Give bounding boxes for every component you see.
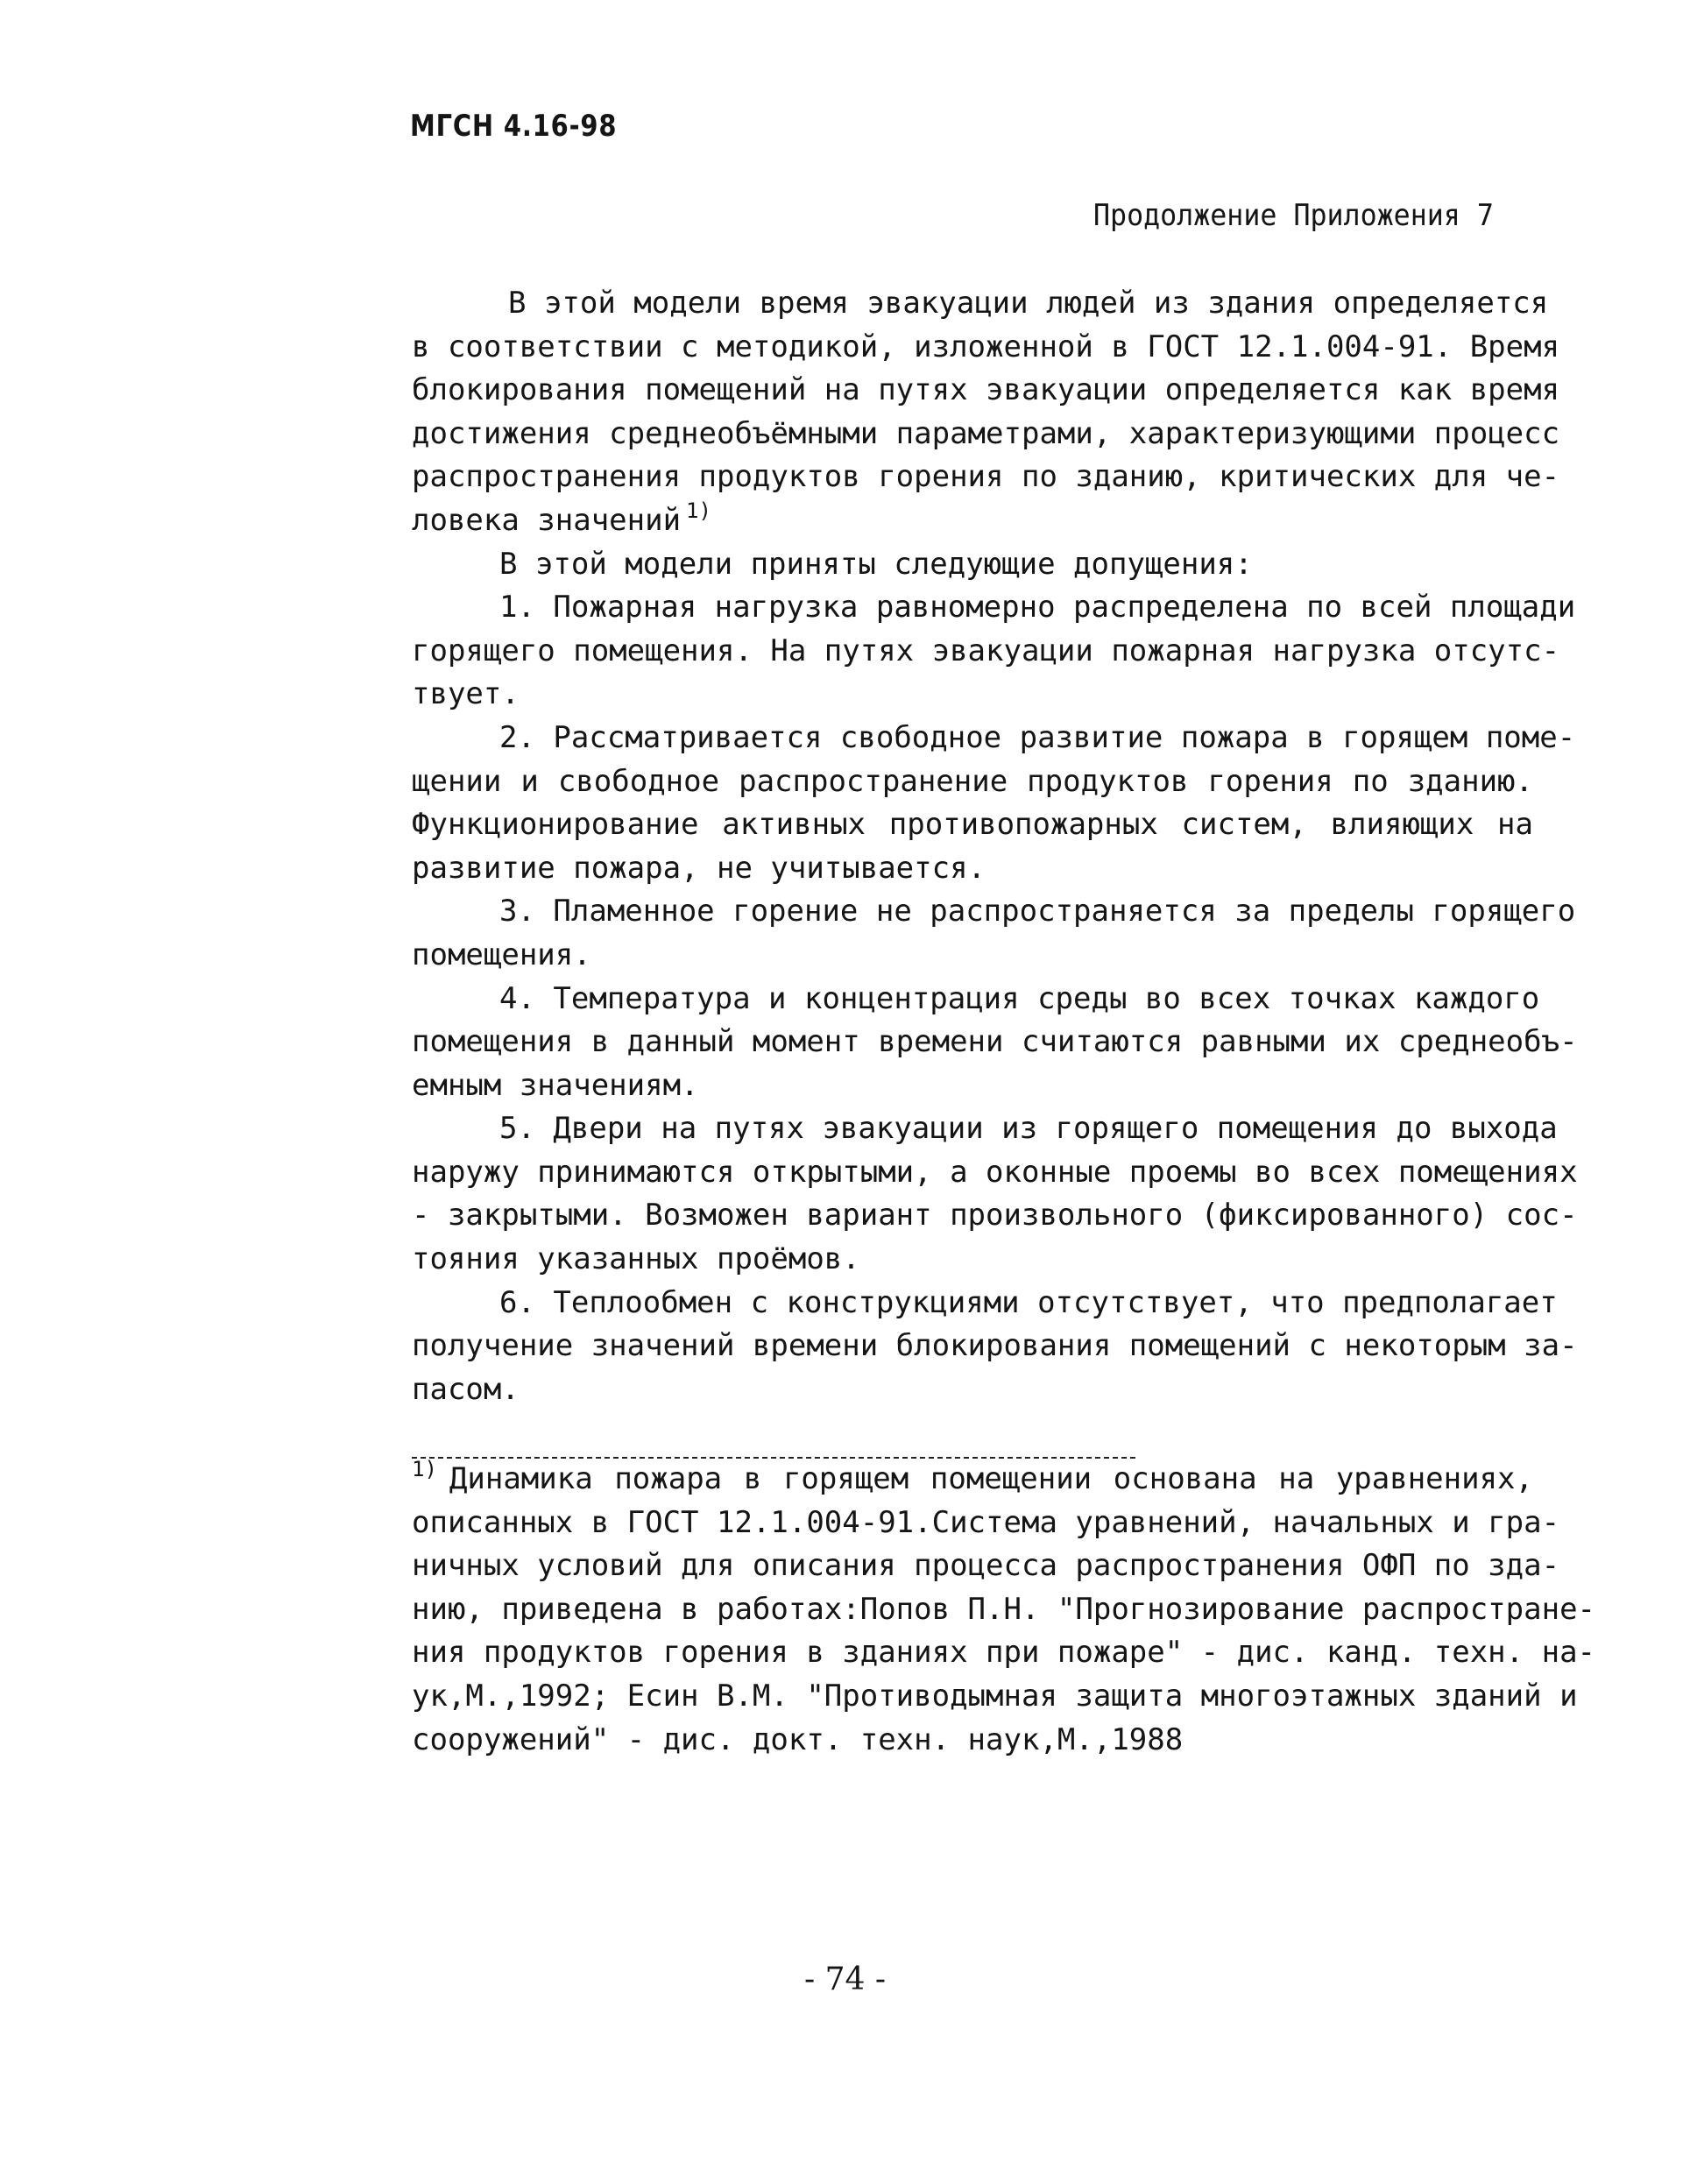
text-line: емным значениям.: [412, 1067, 699, 1103]
text-line: пасом.: [412, 1371, 520, 1407]
text-line: ния продуктов горения в зданиях при пожаре" - дис. канд. техн. на-: [412, 1635, 1596, 1671]
list-item: [412, 586, 1576, 717]
text-line: 3. Пламенное горение не распространяется за пределы горящего: [499, 894, 1576, 929]
text-line: 1. Пожарная нагрузка равномерно распределена по всей площади: [499, 590, 1576, 626]
document-code: МГСН 4.16-98: [410, 109, 618, 144]
text-line: Динамика пожара в горящем помещении основана на уравнениях,: [449, 1461, 1533, 1496]
text-line: ловека значений: [412, 502, 682, 538]
text-line: ук,М.,1992; Есин В.М. "Противодымная защита многоэтажных зданий и: [412, 1678, 1578, 1714]
list-item: [412, 717, 1576, 890]
text-line: щении и свободное распространение продуктов горения по зданию.: [412, 763, 1533, 799]
text-line: развитие пожара, не учитывается.: [412, 850, 986, 886]
list-item: [412, 890, 1576, 977]
text-line: 4. Температура и концентрация среды во всех точках каждого: [499, 980, 1540, 1016]
text-line: описанных в ГОСТ 12.1.004-91.Система уравнений, начальных и гра-: [412, 1504, 1560, 1540]
footnote-reference: 1): [686, 498, 711, 523]
text-line: - закрытыми. Возможен вариант произвольного (фиксированного) сос-: [412, 1198, 1578, 1233]
text-line: наружу принимаются открытыми, а оконные проемы во всех помещениях: [412, 1154, 1578, 1190]
paragraph-assumptions-intro: В этой модели приняты следующие допущения:: [499, 546, 1253, 582]
footnote: [412, 1457, 1596, 1762]
text-line: получение значений времени блокирования помещений с некоторым за-: [412, 1328, 1578, 1364]
page-number: - 74 -: [803, 1961, 887, 1997]
text-line: 2. Рассматривается свободное развитие пожара в горящем поме-: [499, 719, 1576, 755]
footnote-first-line: [412, 1458, 1533, 1502]
text-line: помещения.: [412, 937, 591, 972]
footnote-marker: 1): [412, 1457, 437, 1481]
list-item: [412, 1282, 1578, 1412]
text-line: достижения среднеобъёмными параметрами, характеризующими процесс: [412, 415, 1560, 451]
text-line: Функционирование активных противопожарных систем, влияющих на: [412, 807, 1533, 843]
text-line: 6. Теплообмен с конструкциями отсутствует, что предполагает: [499, 1284, 1558, 1320]
text-line: сооружений" - дис. докт. техн. наук,М.,1988: [412, 1721, 1184, 1757]
text-line: твует.: [412, 676, 520, 712]
list-item: [412, 1107, 1578, 1281]
text-line: 5. Двери на путях эвакуации из горящего помещения до выхода: [499, 1111, 1558, 1147]
paragraph-intro: [412, 282, 1560, 543]
text-line: В этой модели время эвакуации людей из здания определяется: [508, 286, 1549, 321]
text-line: распространения продуктов горения по зданию, критических для че-: [412, 459, 1560, 495]
text-line: тояния указанных проёмов.: [412, 1241, 860, 1277]
text-line: помещения в данный момент времени считаются равными их среднеобъ-: [412, 1024, 1578, 1060]
body-text: [412, 282, 1578, 1411]
text-line: горящего помещения. На путях эвакуации пожарная нагрузка отсутс-: [412, 633, 1560, 668]
list-item: [412, 978, 1578, 1108]
text-line: в соответствии с методикой, изложенной в ГОСТ 12.1.004-91. Время: [412, 329, 1560, 364]
text-line: нию, приведена в работах:Попов П.Н. "Прогнозирование распростране-: [412, 1591, 1596, 1627]
appendix-continuation-label: Продолжение Приложения 7: [1093, 198, 1494, 233]
text-line: блокирования помещений на путях эвакуации определяется как время: [412, 372, 1560, 408]
text-line: ничных условий для описания процесса распространения ОФП по зда-: [412, 1548, 1560, 1584]
text-line-with-footnote: [412, 499, 1533, 543]
